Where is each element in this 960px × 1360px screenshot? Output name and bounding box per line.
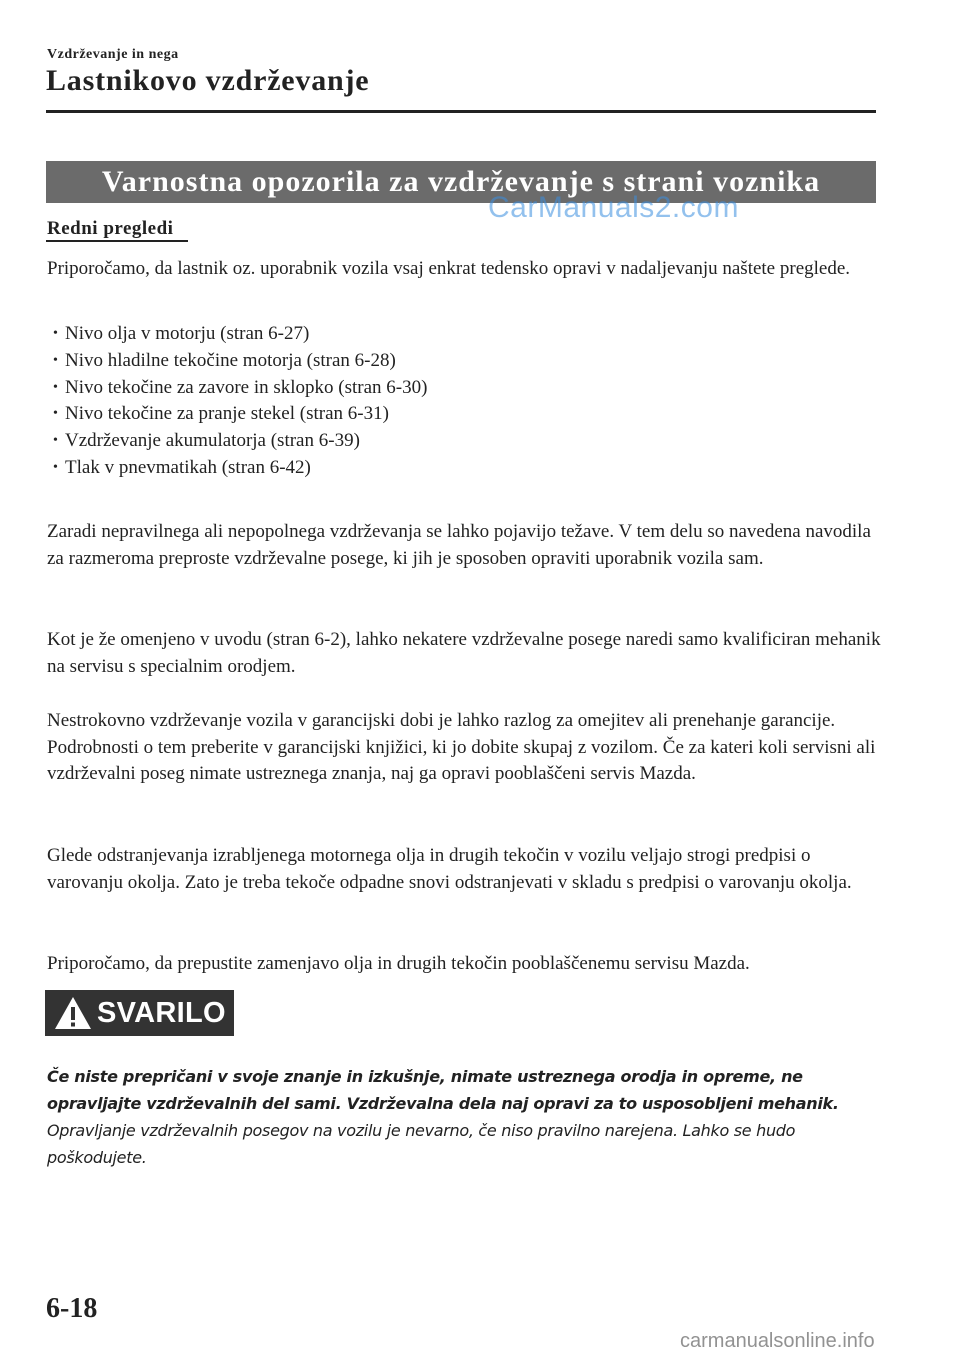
footer-watermark: carmanualsonline.info	[680, 1330, 875, 1352]
checks-list	[47, 321, 887, 482]
bullet-icon: •	[53, 433, 58, 449]
warning-body-text: Opravljanje vzdrževalnih posegov na vozilu je nevarno, če niso pravilno narejena. Lahko se hudo poškodujete.	[47, 1121, 796, 1167]
warning-label-box	[45, 990, 234, 1036]
list-item: • Vzdrževanje akumulatorja (stran 6-39)	[47, 428, 887, 455]
paragraph: Priporočamo, da prepustite zamenjavo olja in drugih tekočin pooblaščenemu servisu Mazda.	[47, 953, 750, 974]
warning-bold-text: Če niste prepričani v svoje znanje in izkušnje, nimate ustreznega orodja in opreme, ne opravljajte vzdrževalnih del sami. Vzdrževalna dela naj opravi za to usposobljeni mehanik.	[47, 1067, 839, 1113]
bullet-icon: •	[53, 326, 58, 341]
warning-text	[47, 1063, 877, 1171]
bullet-icon: •	[53, 406, 58, 422]
paragraph: Zaradi nepravilnega ali nepopolnega vzdrževanja se lahko pojavijo težave. V tem delu so navedena navodila za razmeroma preproste vzdrževalne posege, ki jih je sposoben opraviti uporabnik vozila sam.	[47, 521, 871, 569]
subheading-underline	[46, 240, 188, 242]
list-item: • Nivo olja v motorju (stran 6-27)	[47, 321, 887, 348]
bullet-icon: •	[53, 379, 58, 395]
section-title: Lastnikovo vzdrževanje	[46, 64, 370, 97]
intro-paragraph: Priporočamo, da lastnik oz. uporabnik vozila vsaj enkrat tedensko opravi v nadaljevanju naštete preglede.	[47, 258, 851, 279]
paragraph: Kot je že omenjeno v uvodu (stran 6-2), lahko nekatere vzdrževalne posege naredi samo kvalificiran mehanik na servisu s specialnim orodjem.	[47, 629, 881, 677]
list-item: • Nivo tekočine za pranje stekel (stran 6-31)	[47, 401, 887, 428]
list-item: • Nivo tekočine za zavore in sklopko (stran 6-30)	[47, 375, 887, 402]
subheading: Redni pregledi	[47, 218, 174, 239]
warning-label: SVARILO	[97, 996, 226, 1029]
list-item: • Nivo hladilne tekočine motorja (stran 6-28)	[47, 348, 887, 375]
bullet-icon: •	[53, 459, 58, 475]
paragraph: Nestrokovno vzdrževanje vozila v garancijski dobi je lahko razlog za omejitev ali prenehanje garancije. Podrobnosti o tem preberite v garancijski knjižici, ki jo dobite skupaj z vozilom. Če za kateri koli servisni ali vzdrževalni poseg nimate ustreznega znanja, naj ga opravi pooblaščeni servis Mazda.	[47, 710, 876, 784]
list-item: • Tlak v pnevmatikah (stran 6-42)	[47, 455, 887, 482]
header-rule	[46, 110, 876, 113]
section-banner: Varnostna opozorila za vzdrževanje s strani voznika	[46, 161, 876, 203]
paragraph: Glede odstranjevanja izrabljenega motornega olja in drugih tekočin v vozilu veljajo strogi predpisi o varovanju okolja. Zato je treba tekoče odpadne snovi odstranjevati v skladu s predpisi o varovanju okolja.	[47, 845, 852, 893]
chapter-label: Vzdrževanje in nega	[47, 47, 179, 62]
watermark: CarManuals2.com	[488, 191, 739, 224]
warning-triangle-icon	[53, 993, 93, 1033]
bullet-icon: •	[53, 352, 58, 368]
page-number: 6-18	[46, 1293, 98, 1324]
